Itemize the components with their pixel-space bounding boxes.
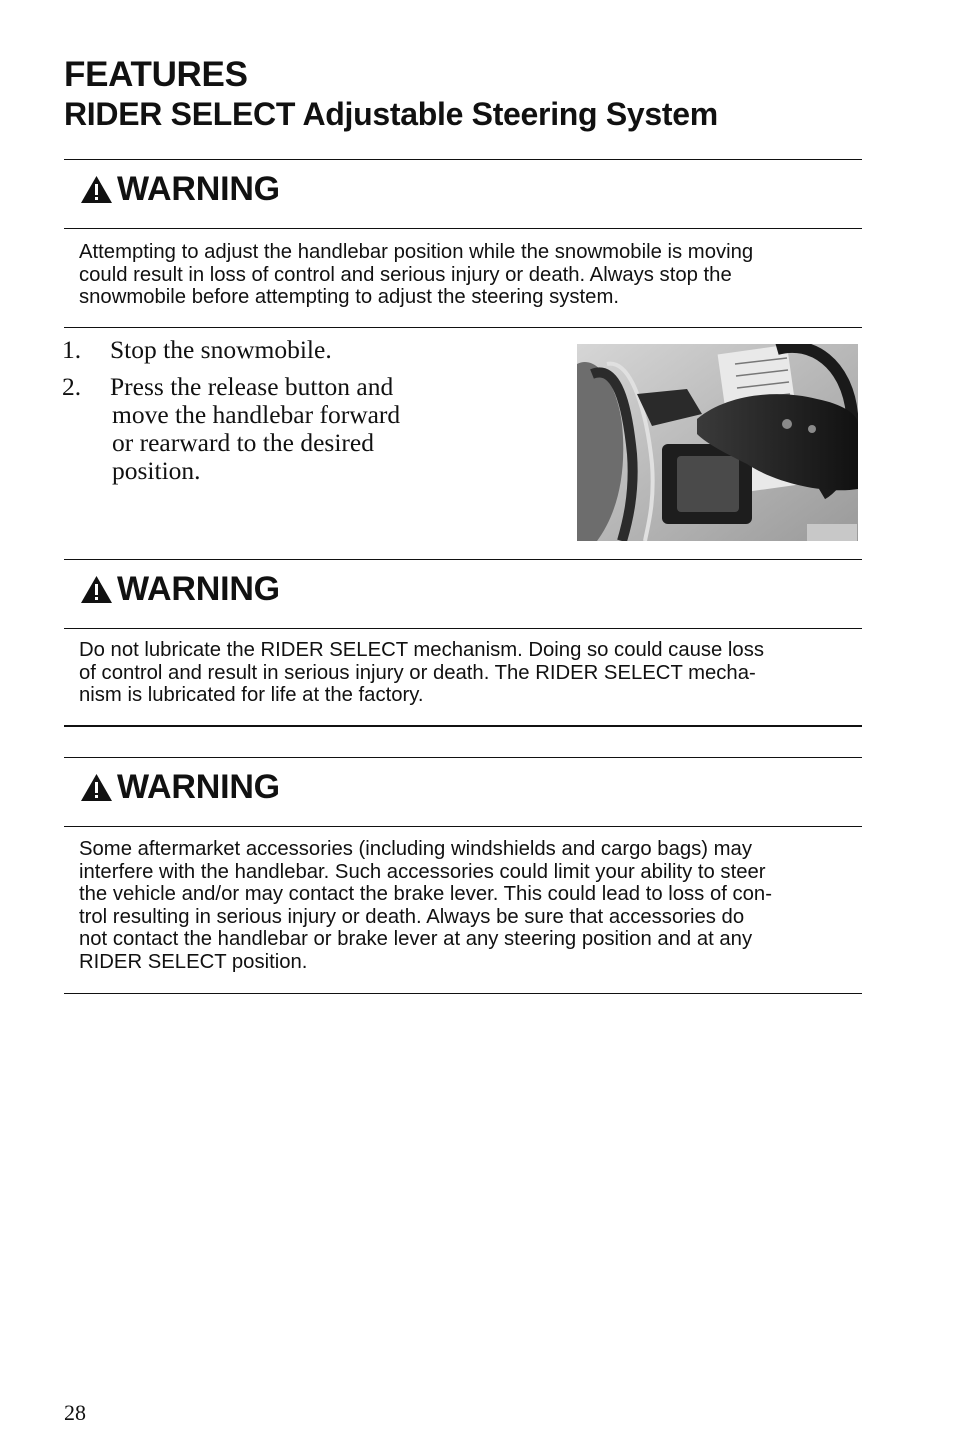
warning-text-line: could result in loss of control and serious injury or death. Always stop the [79,263,732,286]
handlebar-adjustment-photo [577,344,858,541]
warning-text [79,639,859,707]
divider [64,559,862,560]
warning-text-line: nism is lubricated for life at the factory. [79,684,424,707]
warning-label: WARNING [117,767,280,806]
warning-text-line: RIDER SELECT position. [79,950,308,973]
page-number: 28 [64,1400,86,1425]
step-number: 2. [62,372,82,401]
divider [64,228,862,229]
warning-header [80,169,280,209]
warning-text-line: of control and result in serious injury or death. The RIDER SELECT mecha- [79,661,756,684]
warning-text-line: Some aftermarket accessories (including windshields and cargo bags) may [79,838,752,860]
instruction-steps [62,336,462,494]
step-text: move the handlebar forward [112,400,401,429]
step-text: or rearward to the desired [112,428,374,457]
warning-text-line: not contact the handlebar or brake lever at any steering position and at any [79,928,753,951]
warning-label: WARNING [117,569,280,608]
divider [64,757,862,758]
step-text: position. [112,456,201,485]
divider [64,725,862,727]
warning-text-line: Attempting to adjust the handlebar position while the snowmobile is moving [79,241,754,263]
warning-text-line: snowmobile before attempting to adjust the steering system. [79,286,619,309]
warning-text-line: the vehicle and/or may contact the brake lever. This could lead to loss of con- [79,883,772,906]
warning-header [80,767,280,807]
warning-text [79,838,859,974]
page-title: RIDER SELECT Adjustable Steering System [64,96,718,132]
step-number: 1. [62,335,82,364]
step-text: Press the release button and [110,372,394,401]
divider [64,628,862,629]
step-item [62,373,462,485]
divider [64,159,862,160]
step-item [62,336,462,364]
warning-text-line: interfere with the handlebar. Such accessories could limit your ability to steer [79,860,766,883]
warning-triangle-icon [80,575,113,604]
section-title: FEATURES [64,55,248,94]
warning-label: WARNING [117,169,280,208]
warning-header [80,569,280,609]
divider [64,327,862,328]
warning-triangle-icon [80,175,113,204]
warning-triangle-icon [80,773,113,802]
warning-text [79,241,859,309]
warning-text-line: Do not lubricate the RIDER SELECT mechanism. Doing so could cause loss [79,639,764,661]
warning-text-line: trol resulting in serious injury or death. Always be sure that accessories do [79,905,745,928]
step-text: Stop the snowmobile. [110,335,332,364]
divider [64,993,862,994]
divider [64,826,862,827]
